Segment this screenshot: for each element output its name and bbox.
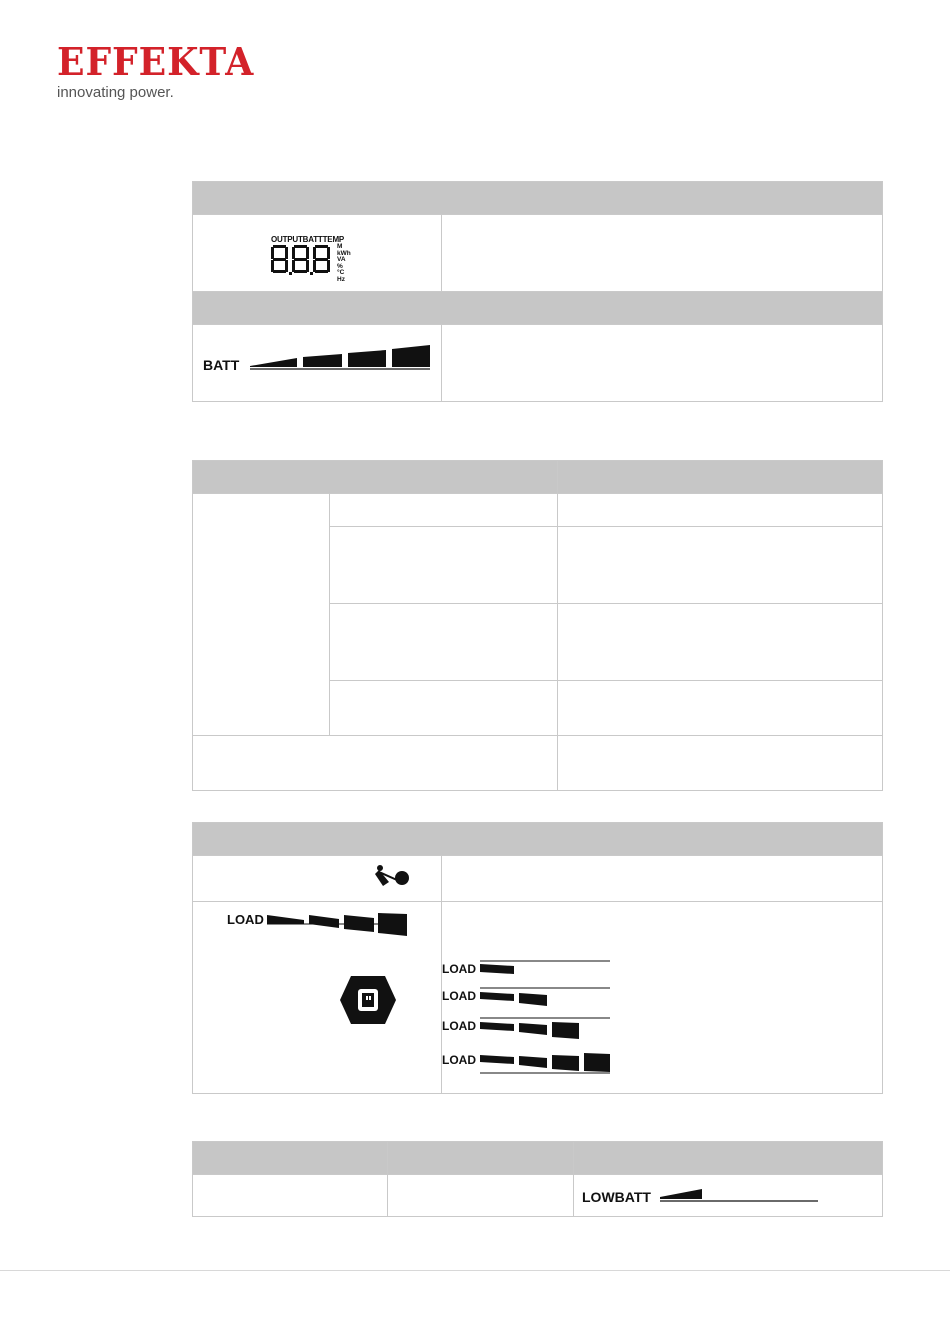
table-row: [193, 325, 883, 402]
table-row: [193, 494, 883, 527]
status-table: [192, 460, 883, 791]
overload-cell: [193, 856, 442, 902]
load-level-icon: [193, 902, 442, 1088]
lcd-unit-label: VA: [337, 256, 346, 263]
table-cell: [558, 681, 883, 736]
description-cell: [442, 215, 883, 292]
lcd-digit: [292, 245, 309, 273]
lcd-unit-label: M: [337, 243, 343, 250]
table-row: [193, 736, 883, 791]
table-cell: [558, 527, 883, 604]
table-header-row: [193, 823, 883, 856]
table-cell: [558, 604, 883, 681]
table-header-row: [193, 292, 883, 325]
brand-logo: [57, 39, 257, 101]
load-levels-list: [442, 902, 883, 1088]
table-row: [193, 902, 883, 1094]
table-cell: [388, 1175, 574, 1217]
load-level-3: [442, 1018, 610, 1039]
table-cell: [558, 494, 883, 527]
lcd-unit-label: kWh: [337, 249, 351, 257]
lcd-units: [337, 244, 351, 283]
batt-cell: [193, 325, 442, 402]
table-cell: [193, 736, 558, 791]
table-header-row: [193, 461, 883, 494]
low-batt-cell: [574, 1175, 883, 1217]
table-header-row: [193, 1142, 883, 1175]
display-table: [192, 181, 883, 402]
svg-text:LOAD: LOAD: [442, 989, 476, 1003]
table-header-cell: [388, 1142, 574, 1175]
load-level-4: [442, 1053, 610, 1073]
low-battery-table: [192, 1141, 883, 1217]
svg-text:LOAD: LOAD: [442, 1053, 476, 1067]
table-header-cell: [574, 1142, 883, 1175]
load-levels-cell: [442, 902, 883, 1094]
table-header: [193, 823, 883, 856]
lcd-cell: [193, 215, 442, 292]
svg-text:LOAD: LOAD: [442, 962, 476, 976]
footer-divider: [0, 1270, 950, 1271]
table-cell: [330, 604, 558, 681]
table-header: [193, 182, 883, 215]
lcd-unit-label: °C: [337, 269, 345, 276]
lcd-top-label: OUTPUTBATTTEMP: [271, 235, 345, 244]
low-batt-label: LOWBATT: [582, 1189, 651, 1205]
group-cell: [193, 494, 330, 736]
load-label: LOAD: [227, 912, 264, 927]
description-cell: [442, 325, 883, 402]
overload-icon: [193, 856, 442, 896]
logo-wordmark: EFFEKTA: [57, 39, 255, 84]
load-icon-cell: [193, 902, 442, 1094]
lcd-display-icon: [271, 235, 363, 283]
table-header: [193, 292, 883, 325]
batt-label: BATT: [203, 357, 240, 373]
table-cell: [330, 494, 558, 527]
table-header-row: [193, 182, 883, 215]
table-row: [193, 1175, 883, 1217]
lcd-unit-label: %: [337, 262, 343, 270]
battery-level-icon: [193, 333, 442, 393]
table-cell: [330, 681, 558, 736]
load-level-2: [442, 988, 610, 1006]
ac-output-socket-icon: [340, 976, 396, 1024]
table-cell: [193, 1175, 388, 1217]
description-cell: [442, 856, 883, 902]
table-header-cell: [193, 461, 558, 494]
table-row: [193, 215, 883, 292]
lcd-digits: [271, 245, 334, 273]
table-row: [193, 856, 883, 902]
table-cell: [558, 736, 883, 791]
svg-text:LOAD: LOAD: [442, 1019, 476, 1033]
lcd-digit: [271, 245, 288, 273]
load-level-1: [442, 961, 610, 976]
lcd-digit: [313, 245, 330, 273]
lcd-unit-label: Hz: [337, 275, 345, 283]
table-header-cell: [558, 461, 883, 494]
logo-tagline: innovating power.: [57, 84, 174, 101]
load-table: [192, 822, 883, 1094]
table-cell: [330, 527, 558, 604]
low-battery-icon: [574, 1175, 883, 1211]
table-header-cell: [193, 1142, 388, 1175]
